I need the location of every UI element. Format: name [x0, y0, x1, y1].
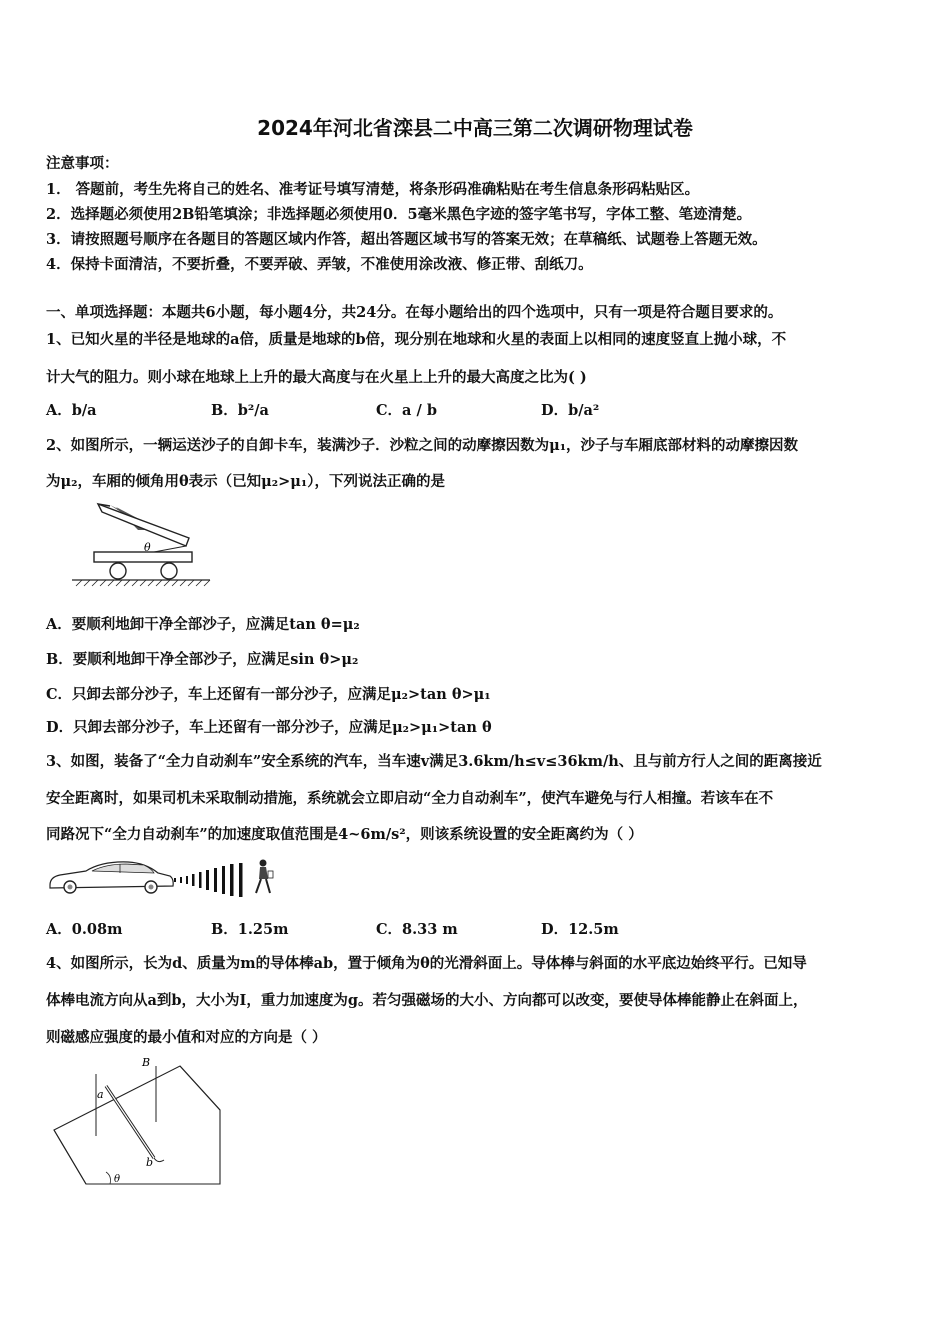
q2-stem-line: 2、如图所示，一辆运送沙子的自卸卡车，装满沙子．沙粒之间的动摩擦因数为μ₁，沙子与车厢底部材料的动摩擦因数: [46, 437, 799, 454]
notice-item: 2．选择题必须使用2B铅笔填涂；非选择题必须使用0．5毫米黑色字迹的签字笔书写，字体工整、笔迹清楚。: [46, 206, 752, 223]
q3-option-b: B．1.25m: [211, 921, 289, 938]
incline-angle-label: θ: [114, 1174, 121, 1185]
car-pedestrian-figure: [46, 855, 276, 901]
incline-plane: [54, 1066, 220, 1184]
q4-stem-line: 体棒电流方向从a到b，大小为I，重力加速度为g。若匀强磁场的大小、方向都可以改变，要使导体棒能静止在斜面上，: [46, 992, 808, 1009]
q4-stem-line: 4、如图所示，长为d、质量为m的导体棒ab，置于倾角为θ的光滑斜面上。导体棒与斜面的水平底边始终平行。已知导: [46, 955, 807, 972]
notice-item: 4．保持卡面清洁，不要折叠，不要弄破、弄皱，不准使用涂改液、修正带、刮纸刀。: [46, 256, 593, 273]
q3-option-a: A．0.08m: [46, 921, 123, 938]
q1-stem-line: 1、已知火星的半径是地球的a倍，质量是地球的b倍，现分别在地球和火星的表面上以相同的速度竖直上抛小球，不: [46, 331, 787, 348]
q2-option-a: A．要顺利地卸干净全部沙子，应满足tan θ=μ₂: [46, 616, 360, 633]
q3-option-c: C．8.33 m: [376, 921, 458, 938]
q3-option-d: D．12.5m: [541, 921, 619, 938]
rod-end-b-label: b: [146, 1156, 154, 1169]
q1-option-a: A．b/a: [46, 402, 97, 419]
q1-stem-line: 计大气的阻力。则小球在地球上上升的最大高度与在火星上上升的最大高度之比为( ): [46, 369, 587, 386]
field-b-label: B: [142, 1056, 151, 1069]
incline-rod-figure: [48, 1050, 228, 1190]
notice-heading: 注意事项：: [46, 155, 119, 172]
truck-wheel: [161, 563, 177, 579]
dump-truck-figure: [68, 500, 218, 592]
theta-label: θ: [144, 541, 151, 554]
q1-option-d: D．b/a²: [541, 402, 600, 419]
truck-wheel: [110, 563, 126, 579]
q2-option-b: B．要顺利地卸干净全部沙子，应满足sin θ>μ₂: [46, 651, 359, 668]
truck-bed: [98, 504, 189, 546]
q2-option-d: D．只卸去部分沙子，车上还留有一部分沙子，应满足μ₂>μ₁>tan θ: [46, 719, 492, 736]
section-heading: 一、单项选择题：本题共6小题，每小题4分，共24分。在每小题给出的四个选项中，只有一项是符合题目要求的。: [46, 304, 783, 321]
notice-item: 1． 答题前，考生先将自己的姓名、准考证号填写清楚，将条形码准确粘贴在考生信息条形码粘贴区。: [46, 181, 700, 198]
radar-waves: [174, 863, 243, 897]
q3-stem-line: 3、如图，装备了“全力自动刹车”安全系统的汽车，当车速v满足3.6km/h≤v≤36km/h、且与前方行人之间的距离接近: [46, 753, 822, 770]
q2-option-c: C．只卸去部分沙子，车上还留有一部分沙子，应满足μ₂>tan θ>μ₁: [46, 686, 491, 703]
q3-stem-line: 同路况下“全力自动刹车”的加速度取值范围是4~6m/s²，则该系统设置的安全距离约为（ ）: [46, 826, 643, 843]
page-title: 2024年河北省滦县二中高三第二次调研物理试卷: [257, 116, 693, 140]
q2-stem-line: 为μ₂，车厢的倾角用θ表示（已知μ₂>μ₁），下列说法正确的是: [46, 473, 445, 490]
rod-end-a-label: a: [97, 1088, 104, 1101]
q3-stem-line: 安全距离时，如果司机未采取制动措施，系统就会立即启动“全力自动刹车”，使汽车避免与行人相撞。若该车在不: [46, 790, 774, 807]
q4-stem-line: 则磁感应强度的最小值和对应的方向是（ ）: [46, 1029, 327, 1046]
pedestrian-icon: [256, 860, 273, 894]
q1-option-c: C．a / b: [376, 402, 437, 419]
truck-chassis: [94, 552, 192, 562]
notice-item: 3．请按照题号顺序在各题目的答题区域内作答，超出答题区域书写的答案无效；在草稿纸、试题卷上答题无效。: [46, 231, 767, 248]
q1-option-b: B．b²/a: [211, 402, 269, 419]
